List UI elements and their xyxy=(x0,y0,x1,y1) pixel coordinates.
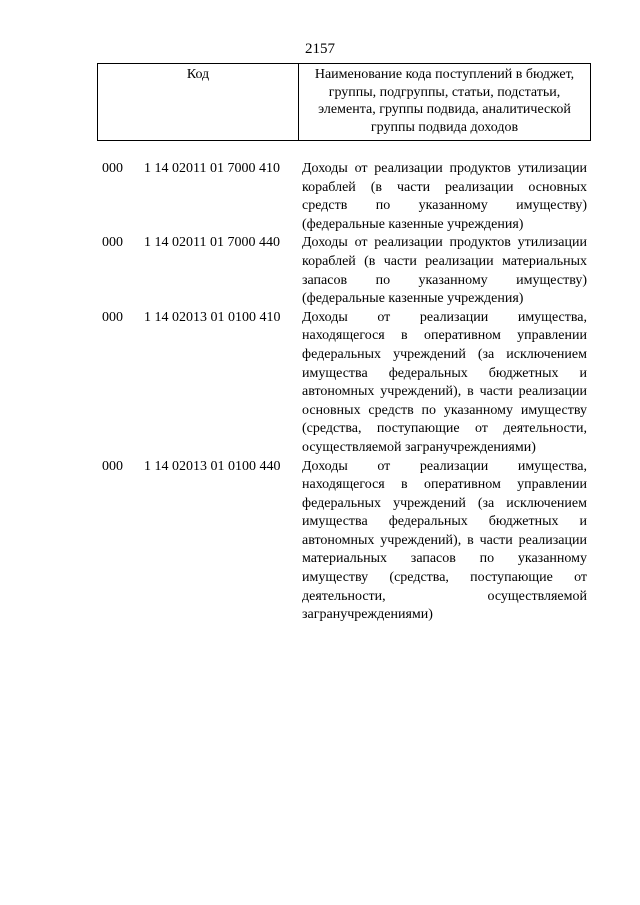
admin-code: 000 xyxy=(102,235,123,251)
table-header xyxy=(97,63,591,141)
header-name-label: Наименование кода поступлений в бюджет, группы, подгруппы, статьи, подстатьи, элемента, группы подвида, аналитической группы подвида доходов xyxy=(314,67,575,135)
table-row xyxy=(0,309,640,458)
income-name: Доходы от реализации продуктов утилизации кораблей (в части реализации основных средств по указанному имуществу) (федеральные казенные учреждения) xyxy=(302,161,587,232)
admin-code: 000 xyxy=(102,309,123,325)
income-name: Доходы от реализации продуктов утилизации кораблей (в части реализации материальных запасов по указанному имуществу) (федеральные казенные учреждения) xyxy=(302,235,587,307)
income-code: 1 14 02011 01 7000 440 xyxy=(144,235,280,251)
income-code: 1 14 02011 01 7000 410 xyxy=(144,161,280,176)
income-name: Доходы от реализации имущества, находящегося в оперативном управлении федеральных учреждений (за исключением имущества федеральных бюджетных и автономных учреждений), в части реализации основных средств по указанному имуществу (средства, поступающие от деятельности, осуществляемой загранучреждениями) xyxy=(302,309,587,455)
table-row xyxy=(0,234,640,308)
page-number: 2157 xyxy=(305,41,335,57)
income-code: 1 14 02013 01 0100 410 xyxy=(144,309,281,325)
income-name: Доходы от реализации имущества, находящегося в оперативном управлении федеральных учреждений (за исключением имущества федеральных бюджетных и автономных учреждений), в части реализации материальных запасов по указанному имуществу (средства, поступающие от деятельности, осуществляемой загранучреждениями) xyxy=(302,458,587,623)
admin-code: 000 xyxy=(102,161,123,176)
income-code-list xyxy=(0,160,640,625)
table-row xyxy=(0,458,640,625)
income-code: 1 14 02013 01 0100 440 xyxy=(144,458,281,474)
admin-code: 000 xyxy=(102,458,123,474)
table-row xyxy=(0,160,640,234)
header-code-label: Код xyxy=(186,67,210,82)
